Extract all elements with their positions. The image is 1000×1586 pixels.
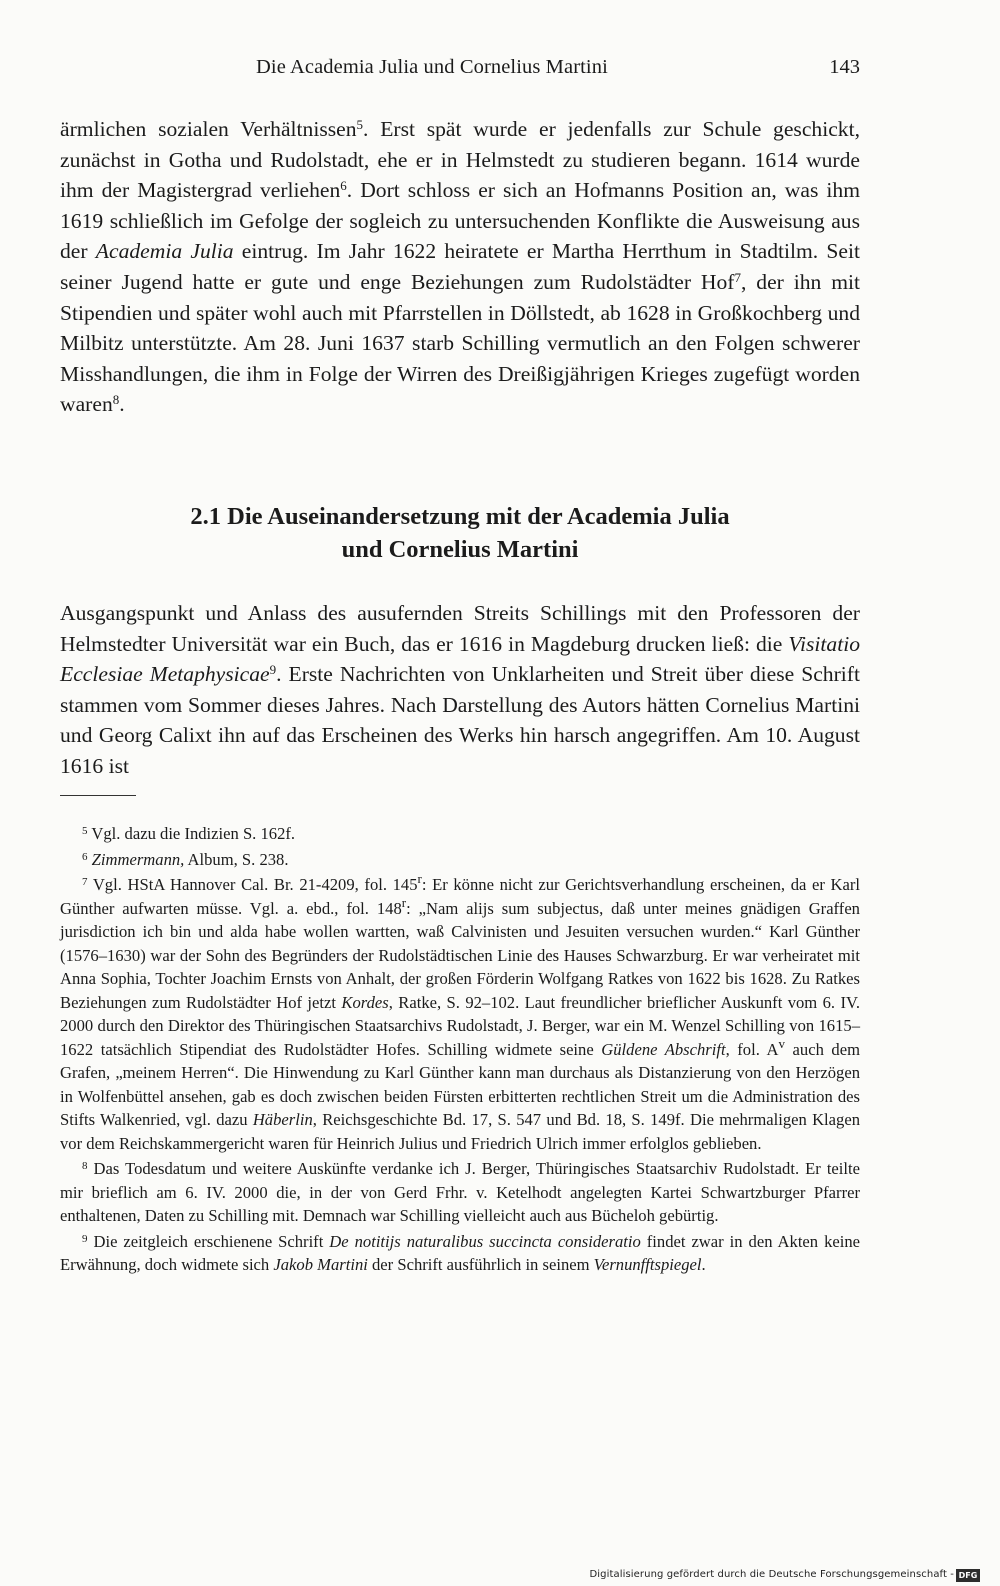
dfg-logo: DFG <box>956 1569 980 1582</box>
text-run: eintrug. Im Jahr 1622 heiratete er Martha Herrthum in Stadtilm. Seit seiner Jugend hatte er gute und enge Beziehungen zum Rudolstädter Hof <box>60 239 860 294</box>
italic-text: Güldene Abschrift <box>601 1039 726 1059</box>
footnote-reference: 6 <box>340 178 347 194</box>
text-run: . Erste Nachrichten von Unklarheiten und Streit über diese Schrift stammen vom Sommer dieses Jahres. Nach Darstellung des Autors hätten Cornelius Martini und Georg Calixt ihn auf das Erscheinen des Werks hin harsch angegriffen. Am 10. August 1616 ist <box>60 662 860 778</box>
section-number: 2.1 <box>190 503 221 530</box>
footnote-reference: r <box>401 894 407 910</box>
footnote-reference: 7 <box>734 269 741 285</box>
footnote-number: 6 <box>82 850 88 863</box>
running-title: Die Academia Julia und Cornelius Martini <box>256 56 608 78</box>
text-run: Das Todesdatum und weitere Auskünfte verdanke ich J. Berger, Thüringisches Staatsarchiv Rudolstadt. Er teilte mir brieflich am 6. IV. 2000 die, in der von Gerd Frhr. v. Ketelhodt angelegten Kartei Schwartzburger Pfarrer enthaltenen, Daten zu Schilling mit. Demnach war Schilling vielleicht auch aus Bücheloh gebürtig. <box>60 1159 860 1225</box>
text-run: . <box>701 1255 706 1274</box>
body-paragraph-2 <box>60 598 860 782</box>
page-number: 143 <box>829 56 860 78</box>
italic-text: De notitijs naturalibus succincta consideratio <box>329 1231 641 1251</box>
footnote-reference: v <box>778 1035 785 1051</box>
text-run: , fol. A <box>725 1039 779 1059</box>
italic-text: Häberlin <box>252 1110 313 1129</box>
footnote-number: 7 <box>82 876 88 888</box>
italic-text: Vernunfftspiegel <box>593 1255 702 1274</box>
footnote-6 <box>60 846 860 872</box>
footnote-reference: 8 <box>112 392 120 408</box>
footnote-reference: r <box>417 871 422 886</box>
body-paragraph-1 <box>60 114 860 420</box>
digitization-credit: Digitalisierung gefördert durch die Deutsche Forschungsgemeinschaft - <box>589 1569 954 1580</box>
footnote-reference: 5 <box>356 117 364 132</box>
footnote-reference: 9 <box>269 662 277 678</box>
footnote-number: 8 <box>82 1160 88 1172</box>
text-run: ärmlichen sozialen Verhältnissen <box>60 117 357 141</box>
text-run: Die zeitgleich erschienene Schrift <box>93 1231 330 1251</box>
text-run: Album, S. 238. <box>184 849 289 869</box>
text-run: . Erst spät wurde er jedenfalls zur Schule geschickt, zunächst in Gotha und Rudolstadt, ehe er in Helmstedt zu studieren begann. 1614 wurde ihm der Magistergrad verliehen <box>60 117 860 203</box>
text-run: . <box>119 392 125 417</box>
footnote-9 <box>60 1228 860 1277</box>
italic-text: Kordes <box>341 992 389 1012</box>
section-heading <box>60 500 860 566</box>
italic-text: Visitatio Ecclesiae Metaphysicae <box>60 631 860 687</box>
running-header <box>0 56 1000 84</box>
footnote-divider <box>60 795 136 796</box>
text-run: auch dem Grafen, „meinem Herren“. Die Hinwendung zu Karl Günther kann man durchaus als Distanzierung von den Herzögen in Wolfenbüttel ansehen, gab es doch zwischen beiden Fürsten erbitterten rechtlichen Streit um die Administration des Stifts Walkenried, vgl. dazu <box>60 1039 860 1129</box>
text-run: Vgl. dazu die Indizien S. 162f. <box>91 824 296 843</box>
section-title-line-1: Die Auseinandersetzung mit der Academia Julia <box>227 503 730 530</box>
text-run: Vgl. HStA Hannover Cal. Br. 21-4209, fol. 145 <box>92 875 418 894</box>
text-run: Ausgangspunkt und Anlass des ausufernden Streits Schillings mit den Professoren der Helmstedter Universität war ein Buch, das er 1616 in Magdeburg drucken ließ: die <box>60 601 860 656</box>
section-title-line-2: und Cornelius Martini <box>341 536 579 563</box>
text-run: , Reichsgeschichte Bd. 17, S. 547 und Bd. 18, S. 149f. Die mehrmaligen Klagen vor dem Reichskammergericht waren für Heinrich Julius und Friedrich Ulrich immer erfolglos geblieben. <box>60 1110 860 1153</box>
text-run: findet zwar in den Akten keine Erwähnung, doch widmete sich <box>60 1231 861 1274</box>
text-run: , der ihn mit Stipendien und später wohl auch mit Pfarrstellen in Döllstedt, ab 1628 in Großkochberg und Milbitz unterstützte. Am 28. Juni 1637 starb Schilling vermutlich an den Folgen schwerer Misshandlungen, die ihm in Folge der Wirren des Dreißigjährigen Krieges zugefügt worden waren <box>60 269 860 417</box>
text-run: , Ratke, S. 92–102. Laut freundlicher brieflicher Auskunft vom 6. IV. 2000 durch den Direktor des Thüringischen Staatsarchivs Rudolstadt, J. Berger, war ein M. Wenzel Schilling von 1615–1622 tatsächlich Stipendiat des Rudolstädter Hofes. Schilling widmete seine <box>60 992 860 1059</box>
italic-text: Zimmermann, <box>91 849 185 869</box>
footnote-number: 5 <box>82 825 88 837</box>
footnote-7 <box>60 871 860 1155</box>
italic-text: Jakob Martini <box>273 1255 368 1274</box>
footnote-8 <box>60 1155 860 1228</box>
italic-text: Academia Julia <box>95 239 234 264</box>
text-run: . Dort schloss er sich an Hofmanns Position an, was ihm 1619 schließlich im Gefolge der sogleich zu untersuchenden Konflikte die Ausweisung aus der <box>60 178 860 264</box>
text-run: der Schrift ausführlich in seinem <box>367 1255 594 1274</box>
text-run: : Er könne nicht zur Gerichtsverhandlung erscheinen, da er Karl Günther aufwarten müsse. Vgl. a. ebd., fol. 148 <box>60 875 860 918</box>
footnote-5 <box>60 820 860 846</box>
footnote-number: 9 <box>82 1232 88 1245</box>
footnotes <box>60 820 860 1277</box>
text-run: : „Nam alijs sum subjectus, daß unter meines gnädigen Graffen jurisdiction ich bin und alda habe wollen wartten, waß Calvinisten und Jesuiten versuchen wurden.“ Karl Günther (1576–1630) war der Sohn des Begründers der Rudolstädtischen Linie des Hauses Schwarzburg. Er war verheiratet mit Anna Sophia, Tochter Joachim Ernsts von Anhalt, der großen Förderin Wolfgang Ratkes von 1622 bis 1628. Zu Ratkes Beziehungen zum Rudolstädter Hof jetzt <box>60 898 860 1012</box>
